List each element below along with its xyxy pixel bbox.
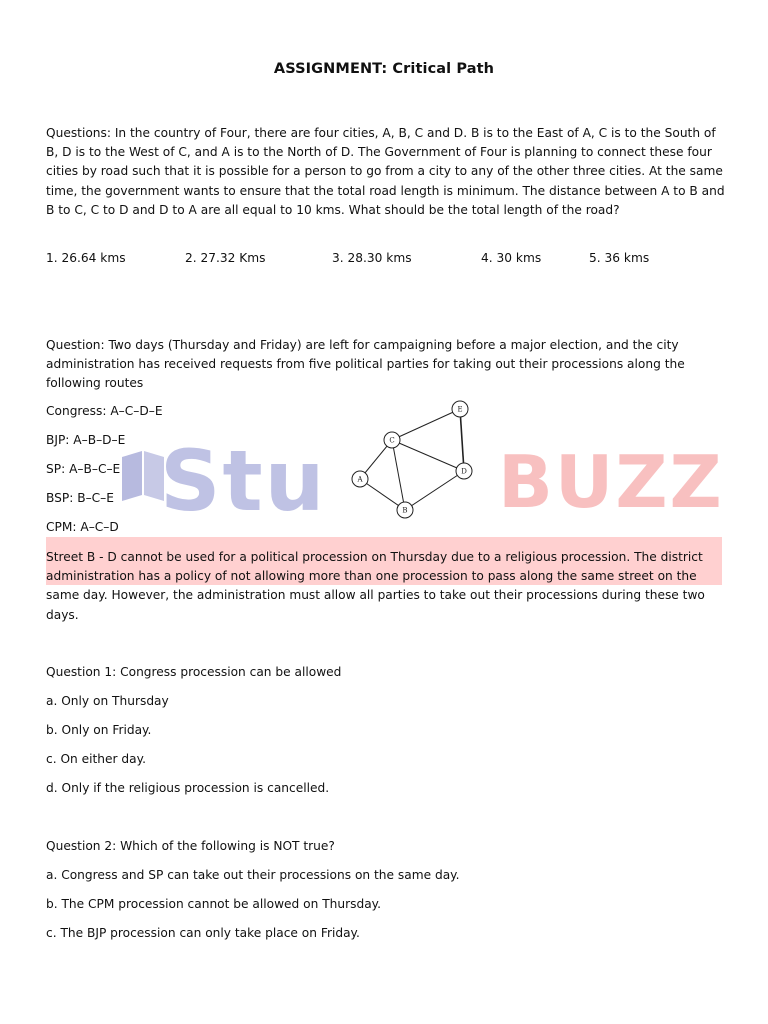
watermark-text-right: BUZZ xyxy=(498,440,724,524)
node-b xyxy=(397,502,413,518)
edge-b-d xyxy=(405,471,464,510)
node-d-label: D xyxy=(461,467,467,476)
sub1-option-d: d. Only if the religious procession is cancelled. xyxy=(46,781,330,795)
sub1-option-a: a. Only on Thursday xyxy=(46,694,169,708)
node-c xyxy=(384,432,400,448)
sub1-option-c: c. On either day. xyxy=(46,752,146,766)
route-sp: SP: A–B–C–E xyxy=(46,462,121,476)
node-a xyxy=(352,471,368,487)
watermark-text-left: Stu xyxy=(160,432,327,530)
route-cpm: CPM: A–C–D xyxy=(46,520,119,534)
edge-c-b xyxy=(392,440,405,510)
route-bjp: BJP: A–B–D–E xyxy=(46,433,126,447)
sub-question-2: Question 2: Which of the following is NOT true? xyxy=(46,839,335,853)
node-c-label: C xyxy=(389,436,395,445)
option-5: 5. 36 kms xyxy=(589,251,650,265)
node-e xyxy=(452,401,468,417)
sub2-option-c: c. The BJP procession can only take place on Friday. xyxy=(46,926,360,940)
street-network-diagram xyxy=(345,397,480,521)
sub-question-1: Question 1: Congress procession can be allowed xyxy=(46,665,342,679)
route-congress: Congress: A–C–D–E xyxy=(46,404,163,418)
node-e-label: E xyxy=(457,405,463,414)
page-title: ASSIGNMENT: Critical Path xyxy=(273,61,495,77)
question-intro: Question: Two days (Thursday and Friday) are left for campaigning before a major election, and the city administration has received requests from five political parties for taking out their processions along the following routes xyxy=(46,338,685,391)
node-a-label: A xyxy=(357,475,363,484)
route-bsp: BSP: B–C–E xyxy=(46,491,114,505)
node-b-label: B xyxy=(402,506,408,515)
sub2-option-b: b. The CPM procession cannot be allowed on Thursday. xyxy=(46,897,382,911)
edge-c-d xyxy=(392,440,464,471)
node-d xyxy=(456,463,472,479)
sub1-option-b: b. Only on Friday. xyxy=(46,723,152,737)
option-4: 4. 30 kms xyxy=(481,251,542,265)
sub2-option-a: a. Congress and SP can take out their processions on the same day. xyxy=(46,868,460,882)
option-1: 1. 26.64 kms xyxy=(46,251,126,265)
edge-c-e xyxy=(392,409,460,440)
option-3: 3. 28.30 kms xyxy=(332,251,412,265)
question-text: Questions: In the country of Four, there are four cities, A, B, C and D. B is to the East of A, C is to the South of B, D is to the West of C, and A is to the North of D. The Government of Four is planning to connect these four cities by road such that it is possible for a person to go from a city to any of the other three cities. At the same time, the government wants to ensure that the total road length is minimum. The distance between A to B and B to C, C to D and D to A are all equal to 10 kms. What should be the total length of the road? xyxy=(46,126,725,217)
procession-rule: Street B - D cannot be used for a political procession on Thursday due to a religious procession. The district administration has a policy of not allowing more than one procession to pass along the same street on the same day. However, the administration must allow all parties to take out their processions during these two days. xyxy=(46,550,705,622)
edge-e-d xyxy=(460,409,464,471)
option-2: 2. 27.32 Kms xyxy=(185,251,266,265)
